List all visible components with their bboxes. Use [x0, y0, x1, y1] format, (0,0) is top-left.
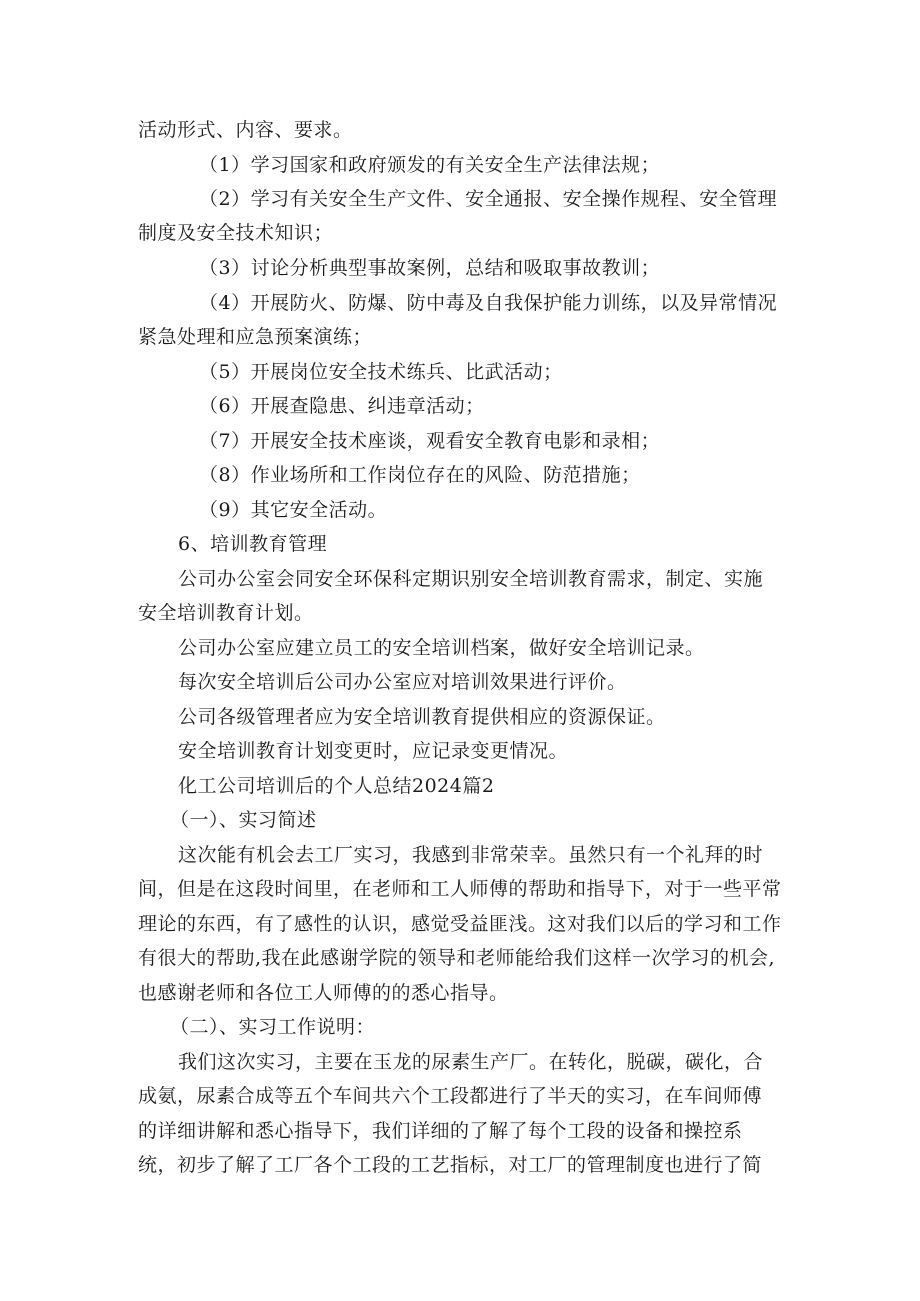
text-line: （3）讨论分析典型事故案例，总结和吸取事故教训；	[199, 257, 661, 279]
text-line: 理论的东西，有了感性的认识，感觉受益匪浅。这对我们以后的学习和工作	[138, 913, 782, 935]
text-line: 成氨，尿素合成等五个车间共六个工段都进行了半天的实习，在车间师傅	[138, 1085, 763, 1107]
text-line: （4）开展防火、防爆、防中毒及自我保护能力训练，以及异常情况	[199, 292, 778, 314]
text-line: 公司各级管理者应为安全培训教育提供相应的资源保证。	[178, 706, 666, 728]
text-line: 有很大的帮助,我在此感谢学院的领导和老师能给我们这样一次学习的机会,	[138, 947, 776, 969]
text-line: 公司办公室会同安全环保科定期识别安全培训教育需求，制定、实施	[178, 568, 764, 590]
section-heading: （一）、实习简述	[170, 809, 317, 831]
text-line: 安全培训教育计划。	[138, 602, 314, 624]
text-line: 活动形式、内容、要求。	[138, 119, 353, 141]
text-line: 安全培训教育计划变更时，应记录变更情况。	[178, 740, 569, 762]
text-line: 这次能有机会去工厂实习，我感到非常荣幸。虽然只有一个礼拜的时	[178, 844, 764, 866]
text-line: （5）开展岗位安全技术练兵、比武活动；	[199, 361, 563, 383]
text-line: 也感谢老师和各位工人师傅的的悉心指导。	[138, 982, 509, 1004]
section-heading: 6、培训教育管理	[178, 533, 328, 555]
text-line: 公司办公室应建立员工的安全培训档案，做好安全培训记录。	[178, 637, 705, 659]
text-line: （8）作业场所和工作岗位存在的风险、防范措施；	[199, 464, 641, 486]
text-line: 间，但是在这段时间里，在老师和工人师傅的帮助和指导下，对于一些平常	[138, 878, 782, 900]
article-title: 化工公司培训后的个人总结2024篇2	[178, 775, 495, 797]
text-line: （7）开展安全技术座谈，观看安全教育电影和录相；	[199, 430, 661, 452]
text-line: 每次安全培训后公司办公室应对培训效果进行评价。	[178, 671, 627, 693]
text-line: （9）其它安全活动。	[199, 499, 388, 521]
text-line: （1）学习国家和政府颁发的有关安全生产法律法规；	[199, 154, 661, 176]
text-line: 的详细讲解和悉心指导下，我们详细的了解了每个工段的设备和操控系	[138, 1120, 743, 1142]
text-line: 我们这次实习，主要在玉龙的尿素生产厂。在转化，脱碳，碳化，合	[178, 1051, 764, 1073]
text-line: 统，初步了解了工厂各个工段的工艺指标，对工厂的管理制度也进行了简	[138, 1154, 763, 1176]
section-heading: （二）、实习工作说明：	[170, 1016, 376, 1038]
text-line: 制度及安全技术知识；	[138, 222, 334, 244]
text-line: 紧急处理和应急预案演练；	[138, 326, 373, 348]
text-line: （2）学习有关安全生产文件、安全通报、安全操作规程、安全管理	[199, 188, 778, 210]
text-line: （6）开展查隐患、纠违章活动；	[199, 395, 485, 417]
